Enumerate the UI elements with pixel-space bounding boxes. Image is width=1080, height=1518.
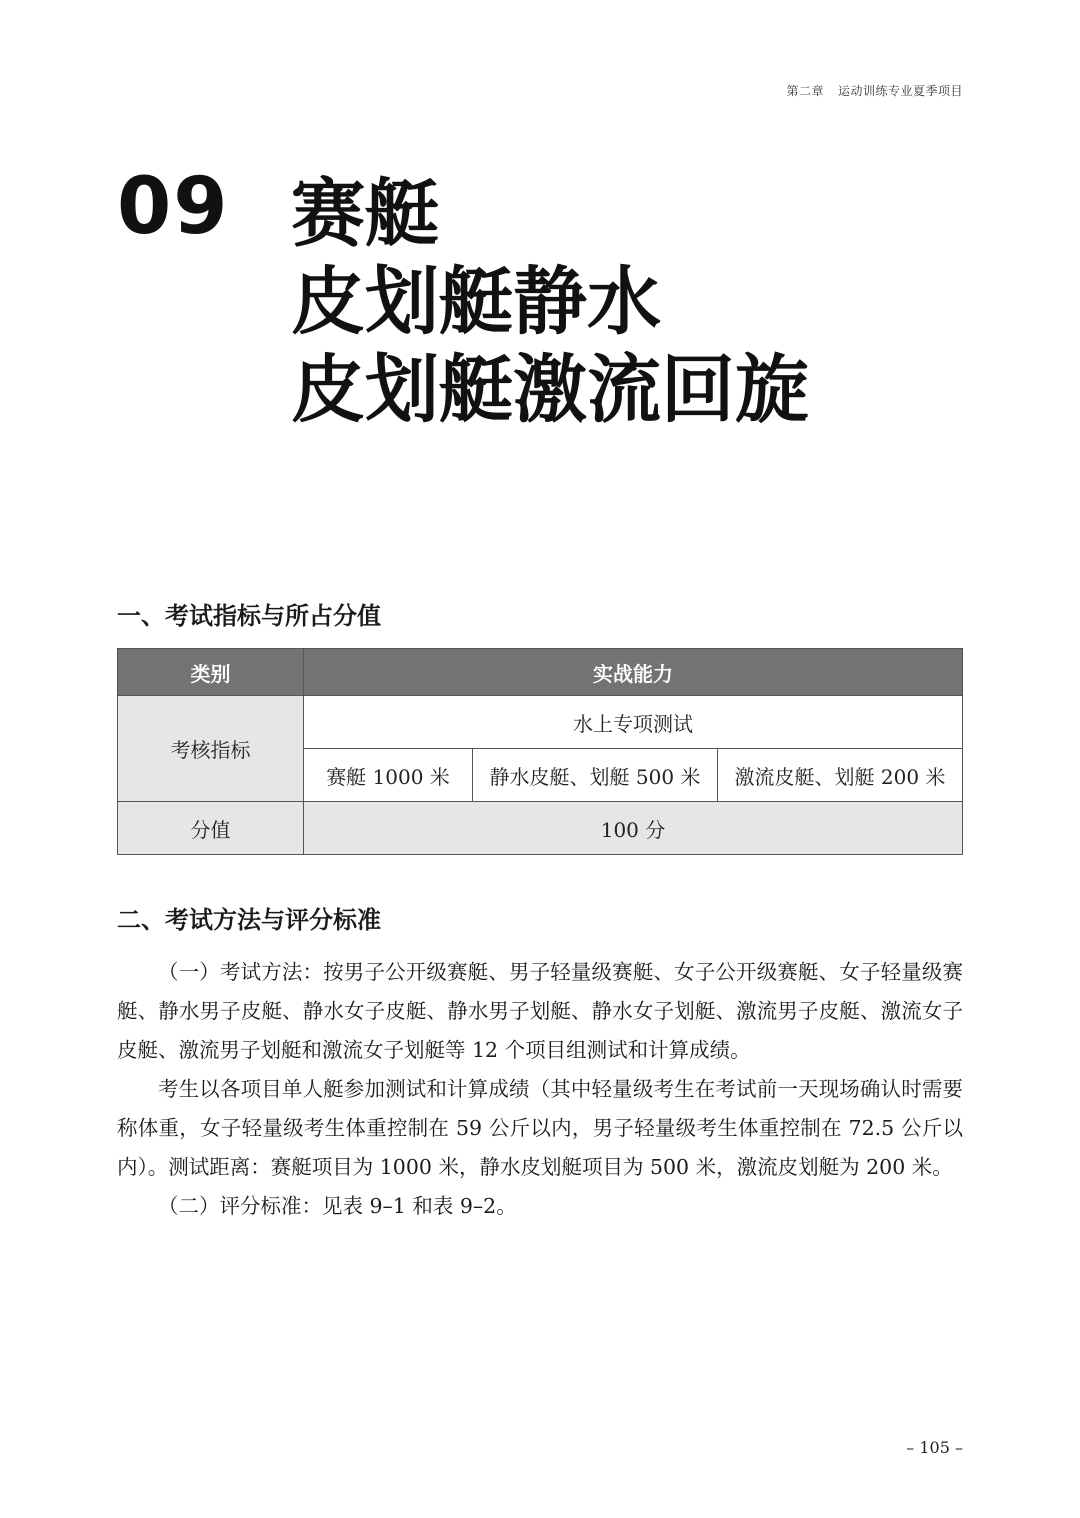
chapter-number: 09	[117, 162, 230, 252]
indicator-label-cell: 考核指标	[118, 696, 304, 802]
running-header-section: 运动训练专业夏季项目	[837, 84, 963, 98]
test-group-cell: 水上专项测试	[304, 696, 963, 749]
category-label-cell: 类别	[118, 649, 304, 696]
table-row	[118, 649, 963, 696]
section-heading: 二、考试方法与评分标准	[117, 905, 381, 934]
table-row	[118, 802, 963, 855]
running-header-chapter: 第二章	[786, 84, 824, 98]
score-value-cell: 100 分	[304, 802, 963, 855]
chapter-titles	[291, 170, 809, 434]
chapter-title-line: 皮划艇静水	[291, 259, 661, 345]
test-cell: 赛艇 1000 米	[304, 749, 473, 802]
test-cell: 静水皮艇、划艇 500 米	[473, 749, 718, 802]
category-value-cell: 实战能力	[304, 649, 963, 696]
page-number: – 105 –	[906, 1438, 963, 1457]
section-heading: 一、考试指标与所占分值	[117, 601, 381, 630]
paragraph: （一）考试方法：按男子公开级赛艇、男子轻量级赛艇、女子公开级赛艇、女子轻量级赛艇、静水男子皮艇、静水女子皮艇、静水男子划艇、静水女子划艇、激流男子皮艇、激流女子皮艇、激流男子划艇和激流女子划艇等 12 个项目组测试和计算成绩。	[117, 960, 963, 1062]
score-table	[117, 648, 963, 855]
paragraph: （二）评分标准：见表 9–1 和表 9–2。	[158, 1194, 517, 1218]
body-text	[117, 953, 963, 1226]
chapter-title-line: 赛艇	[291, 171, 439, 257]
table-row	[118, 696, 963, 749]
running-header	[786, 82, 963, 99]
chapter-title-line: 皮划艇激流回旋	[291, 347, 809, 433]
test-cell: 激流皮艇、划艇 200 米	[718, 749, 963, 802]
score-label-cell: 分值	[118, 802, 304, 855]
paragraph: 考生以各项目单人艇参加测试和计算成绩（其中轻量级考生在考试前一天现场确认时需要称体重，女子轻量级考生体重控制在 59 公斤以内，男子轻量级考生体重控制在 72.5 公斤以内）。测试距离：赛艇项目为 1000 米，静水皮划艇项目为 500 米，激流皮划艇为 200 米。	[117, 1077, 963, 1179]
